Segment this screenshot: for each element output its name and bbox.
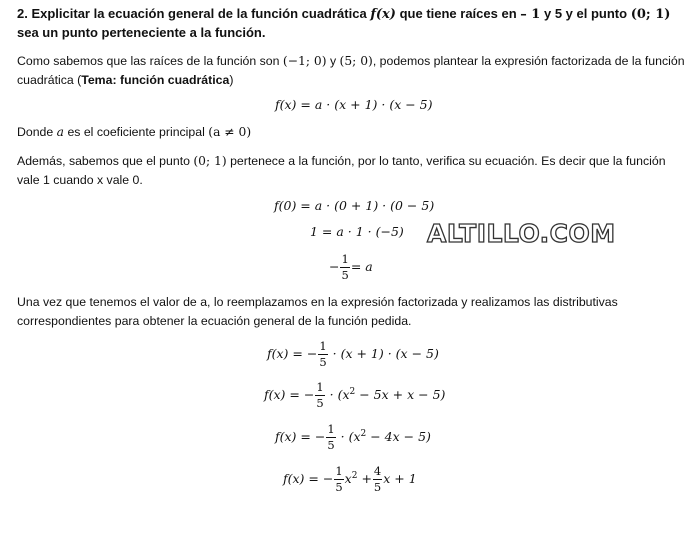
fraction (318, 340, 327, 369)
eq8-lhs: f(x) = − (283, 471, 334, 486)
title-text-4: sea un punto perteneciente a la función. (17, 25, 266, 40)
equation-general-form (283, 465, 417, 494)
fraction-denominator: 5 (316, 396, 324, 410)
para3-point: (0; 1) (193, 154, 227, 168)
fraction (315, 381, 324, 410)
fraction-denominator: 5 (373, 480, 382, 494)
eq8-plus: + (361, 471, 372, 486)
para2-text-2: es el coeficiente principal (67, 125, 205, 139)
fraction-numerator: 1 (335, 464, 343, 478)
fraction (373, 465, 382, 494)
eq8-exponent: 2 (351, 470, 358, 481)
fraction-denominator: 5 (335, 480, 343, 494)
fraction-numerator: 4 (373, 464, 382, 478)
para2-condition: (a ≠ 0) (208, 125, 252, 139)
exercise-title (17, 5, 692, 42)
eq7-rhs-b: − 4x − 5) (370, 429, 431, 444)
para1-text-2: , podemos plantear la expresión factorizada de la función cuadrática ( (17, 54, 685, 87)
eq6-lhs: f(x) = − (264, 387, 315, 402)
eq5-rhs: · (x + 1) · (x − 5) (332, 346, 439, 361)
eq2-text: f(0) = a · (0 + 1) · (0 − 5) (274, 198, 435, 213)
para1-root-2: (5; 0) (339, 54, 373, 68)
equation-factored (275, 95, 433, 115)
eq6-rhs-b: − 5x + x − 5) (359, 387, 446, 402)
eq3-text: 1 = a · 1 · (−5) (310, 224, 404, 239)
para1-and: y (329, 54, 337, 68)
equation-step-2 (264, 381, 445, 410)
paragraph-point (17, 152, 687, 190)
fraction-numerator: 1 (341, 252, 349, 266)
fraction-denominator: 5 (319, 355, 327, 369)
para4-text: Una vez que tenemos el valor de a, lo reemplazamos en la expresión factorizada y realizamos las distributivas correspondientes para obtener la ecuación general de la función pedida. (17, 295, 618, 328)
eq6-rhs-a: · (x (329, 387, 350, 402)
para2-a: a (56, 125, 65, 139)
fraction-numerator: 1 (319, 339, 327, 353)
fraction-denominator: 5 (327, 438, 335, 452)
paragraph-replace (17, 293, 687, 331)
fraction-numerator: 1 (316, 380, 324, 394)
title-root: – 1 (520, 7, 541, 22)
para3-text-1: Además, sabemos que el punto (17, 154, 190, 168)
fraction-numerator: 1 (327, 422, 335, 436)
equation-step-1 (267, 340, 439, 369)
paragraph-coefficient (17, 123, 687, 142)
para1-close: ) (229, 73, 234, 87)
fraction (334, 465, 343, 494)
fraction (340, 253, 349, 282)
para3-text-2: pertenece a la función, por lo tanto, verifica su ecuación. Es decir que la función vale 1 cuando x vale 0. (17, 154, 666, 187)
equation-step-3 (275, 423, 431, 452)
eq7-lhs: f(x) = − (275, 429, 326, 444)
paragraph-roots (17, 52, 687, 90)
eq1-text: f(x) = a · (x + 1) · (x − 5) (275, 97, 433, 112)
title-point: (0; 1) (630, 7, 671, 22)
para1-root-1: (−1; 0) (282, 54, 327, 68)
para1-topic: Tema: función cuadrática (81, 73, 230, 87)
title-text-1: 2. Explicitar la ecuación general de la función cuadrática (17, 6, 367, 21)
eq7-rhs-a: · (x (340, 429, 361, 444)
eq6-exponent: 2 (349, 386, 356, 397)
eq4-rest: = a (350, 259, 373, 274)
fraction (326, 423, 335, 452)
eq7-exponent: 2 (360, 428, 367, 439)
eq5-lhs: f(x) = − (267, 346, 318, 361)
title-function: f(x) (370, 7, 396, 22)
eq8-rest: x + 1 (383, 471, 417, 486)
para2-text-1: Donde (17, 125, 54, 139)
equation-a-value (329, 253, 373, 282)
eq4-minus: − (329, 259, 340, 274)
eq8-x: x (344, 471, 352, 486)
fraction-denominator: 5 (341, 268, 349, 282)
para1-text-1: Como sabemos que las raíces de la función son (17, 54, 280, 68)
title-text-3: y 5 y el punto (543, 6, 628, 21)
title-text-2: que tiene raíces en (399, 6, 517, 21)
altillo-watermark: ALTILLO.COM (427, 219, 616, 248)
equation-f0 (274, 196, 434, 216)
equation-substitution (310, 222, 404, 242)
